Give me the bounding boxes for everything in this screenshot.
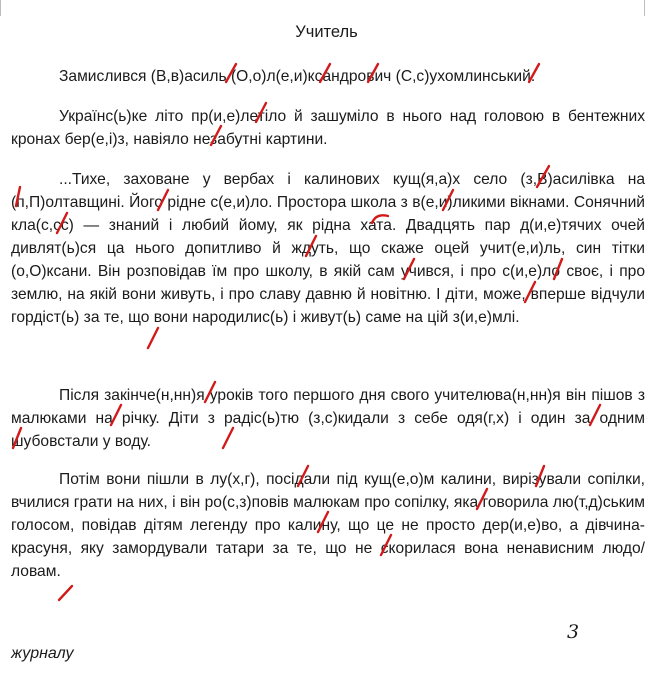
paragraph-5: Потім вони пішли в лу(х,г), посідали під кущ(е,о)м калини, вирізували сопілки, вчилися грати на них, і він ро(с,з)повів малюкам про сопілку, яка говорила лю(т,д)ським голосом, повідав дітям легенду про калину, що це не просто дер(и,е)во, а дівчина-красуня, яку замордували татари за те, що не скорилася вона ненависним людо/ловам. xyxy=(11,471,645,580)
pen-mark xyxy=(59,586,72,600)
page-corner-mark-left xyxy=(0,0,7,16)
paragraph-1: Замислився (В,в)асиль (О,о)л(е,и)ксандрович (С,с)ухомлинський. xyxy=(59,68,536,85)
paragraph-3: ...Тихе, заховане у вербах і калинових кущ(я,а)х село (з,В)асилівка на (п,П)олтавщині. Його рідне с(е,и)ло. Простора школа з в(е,и)ликими вікнами. Сонячний кла(с,сс) — знаний і любий йому, як рідна хата. Двадцять пар д(и,е)тячих очей дивлят(ь)ся ца нього допитливо й ждуть, що скаже оцей учит(е,и)ль, син тітки (о,О)ксани. Він розповідав їм про школу, в якій сам учився, і про с(и,е)ло своє, і про землю, на якій вони живуть, і про славу давню й новітню. І діти, може, вперше відчули гордіст(ь) за те, що вони народилис(ь) і живут(ь) саме на цій з(и,е)млі. xyxy=(11,171,645,326)
page-number-note: 3 xyxy=(567,621,580,643)
footer-caption: журналу xyxy=(11,645,74,662)
pen-mark xyxy=(148,328,158,348)
document-title: Учитель xyxy=(295,23,358,41)
page-corner-mark-right xyxy=(644,0,651,16)
paragraph-4: Після закінче(н,нн)я уроків того першого дня свого учителюва(н,нн)я він пішов з малюками на річку. Діти з радіс(ь)тю (з,с)кидали з себе одя(г,х) і один за одним шубовстали у воду. xyxy=(11,387,645,450)
paragraph-2: Украïнс(ь)ке літо пр(и,е)летіло й зашуміло в нього над головою в бентежних кронах бер(е,і)з, навіяло незабутні картини. xyxy=(11,108,645,148)
